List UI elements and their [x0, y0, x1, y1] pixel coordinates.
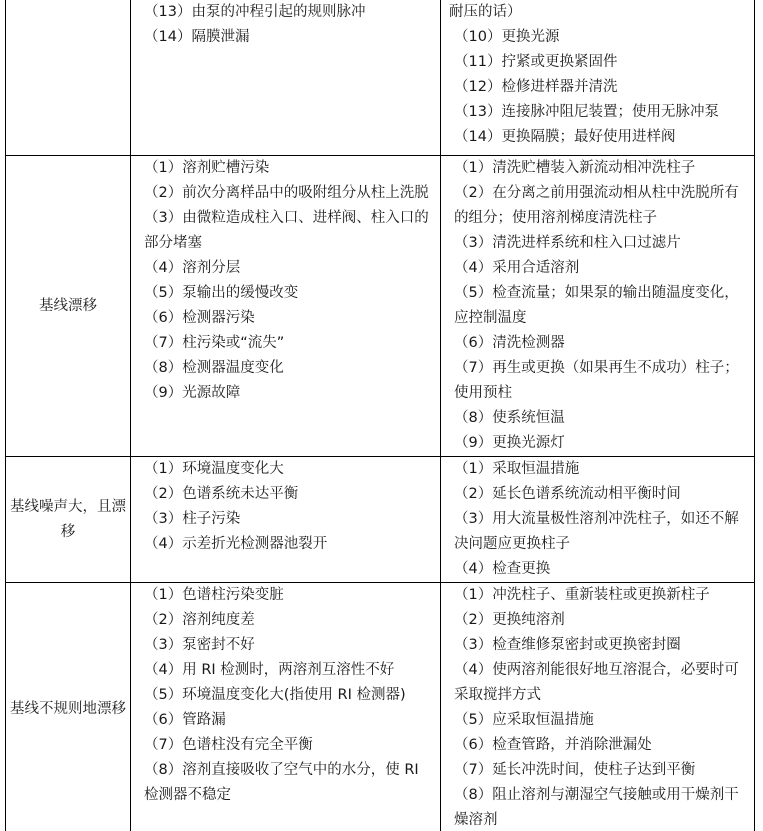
cause-item: （4）用 RI 检测时，两溶剂互溶性不好	[144, 662, 395, 678]
cause-item: （1）环境温度变化大	[144, 461, 284, 477]
table-row	[6, 583, 755, 831]
cause-item: （7）柱污染或“流失”	[144, 335, 285, 351]
cause-cell	[131, 156, 441, 457]
cause-item: （1）色谱柱污染变脏	[144, 587, 284, 603]
cause-item: （2）色谱系统未达平衡	[144, 486, 299, 502]
cause-item: （4）示差折光检测器池裂开	[144, 536, 328, 552]
remedy-item: （12）检修进样器并清洗	[454, 79, 618, 95]
remedy-item: （6）清洗检测器	[454, 335, 565, 351]
cause-item: （2）溶剂纯度差	[144, 612, 255, 628]
remedy-cell	[441, 457, 755, 583]
remedy-item: （4）使两溶剂能很好地互溶混合，必要时可采取搅拌方式	[454, 662, 739, 703]
remedy-item: （7）再生或更换（如果再生不成功）柱子；使用预柱	[454, 360, 739, 401]
remedy-cell	[441, 156, 755, 457]
remedy-item: （11）拧紧或更换紧固件	[454, 54, 618, 70]
cause-item: （6）检测器污染	[144, 310, 255, 326]
cause-item: （1）溶剂贮槽污染	[144, 160, 270, 176]
remedy-item: （1）冲洗柱子、重新装柱或更换新柱子	[454, 587, 710, 603]
cause-item: （6）管路漏	[144, 712, 226, 728]
remedy-item: （4）检查更换	[454, 561, 551, 577]
cause-item: （9）光源故障	[144, 385, 241, 401]
remedy-item: （4）采用合适溶剂	[454, 260, 580, 276]
remedy-item: （3）用大流量极性溶剂冲洗柱子，如还不解决问题应更换柱子	[454, 511, 739, 552]
remedy-item: （2）更换纯溶剂	[454, 612, 565, 628]
remedy-item: （8）阻止溶剂与潮湿空气接触或用干燥剂干燥溶剂	[454, 787, 739, 828]
cause-item: （3）泵密封不好	[144, 637, 255, 653]
remedy-item: （2）在分离之前用强流动相从柱中洗脱所有的组分；使用溶剂梯度清洗柱子	[454, 185, 739, 226]
cause-cell	[131, 0, 441, 156]
cause-item: （5）泵输出的缓慢改变	[144, 285, 299, 301]
cause-cell	[131, 457, 441, 583]
table-row	[6, 0, 755, 156]
remedy-item: （13）连接脉冲阻尼装置；使用无脉冲泵	[454, 104, 719, 120]
troubleshooting-table	[5, 0, 755, 831]
cause-item: （13）由泵的冲程引起的规则脉冲	[144, 4, 366, 20]
remedy-item: （6）检查管路，并消除泄漏处	[454, 737, 652, 753]
remedy-item: （3）清洗进样系统和柱入口过滤片	[454, 235, 681, 251]
remedy-cell	[441, 0, 755, 156]
symptom-cell: 基线不规则地漂移	[6, 583, 131, 831]
remedy-item: （8）使系统恒温	[454, 410, 565, 426]
remedy-item: 耐压的话）	[449, 4, 522, 20]
remedy-item: （5）检查流量；如果泵的输出随温度变化，应控制温度	[454, 285, 739, 326]
table-row	[6, 156, 755, 457]
cause-item: （2）前次分离样品中的吸附组分从柱上洗脱	[144, 185, 429, 201]
remedy-item: （14）更换隔膜；最好使用进样阀	[454, 129, 676, 145]
remedy-item: （10）更换光源	[454, 29, 560, 45]
symptom-cell: 基线漂移	[6, 156, 131, 457]
cause-item: （8）检测器温度变化	[144, 360, 284, 376]
cause-item: （8）溶剂直接吸收了空气中的水分，使 RI 检测器不稳定	[144, 762, 419, 803]
table-row	[6, 457, 755, 583]
remedy-item: （1）采取恒温措施	[454, 461, 580, 477]
symptom-cell	[6, 0, 131, 156]
remedy-cell	[441, 583, 755, 831]
cause-item: （7）色谱柱没有完全平衡	[144, 737, 313, 753]
remedy-item: （3）检查维修泵密封或更换密封圈	[454, 637, 681, 653]
remedy-item: （9）更换光源灯	[454, 435, 565, 451]
cause-cell	[131, 583, 441, 831]
cause-item: （14）隔膜泄漏	[144, 29, 250, 45]
remedy-item: （5）应采取恒温措施	[454, 712, 594, 728]
table-body	[6, 0, 755, 831]
cause-item: （5）环境温度变化大(指使用 RI 检测器)	[144, 687, 406, 703]
remedy-item: （7）延长冲洗时间，使柱子达到平衡	[454, 762, 696, 778]
remedy-item: （1）清洗贮槽装入新流动相冲洗柱子	[454, 160, 696, 176]
remedy-item: （2）延长色谱系统流动相平衡时间	[454, 486, 681, 502]
symptom-cell: 基线噪声大，且漂移	[6, 457, 131, 583]
cause-item: （3）由微粒造成柱入口、进样阀、柱入口的部分堵塞	[144, 210, 429, 251]
cause-item: （3）柱子污染	[144, 511, 241, 527]
cause-item: （4）溶剂分层	[144, 260, 241, 276]
